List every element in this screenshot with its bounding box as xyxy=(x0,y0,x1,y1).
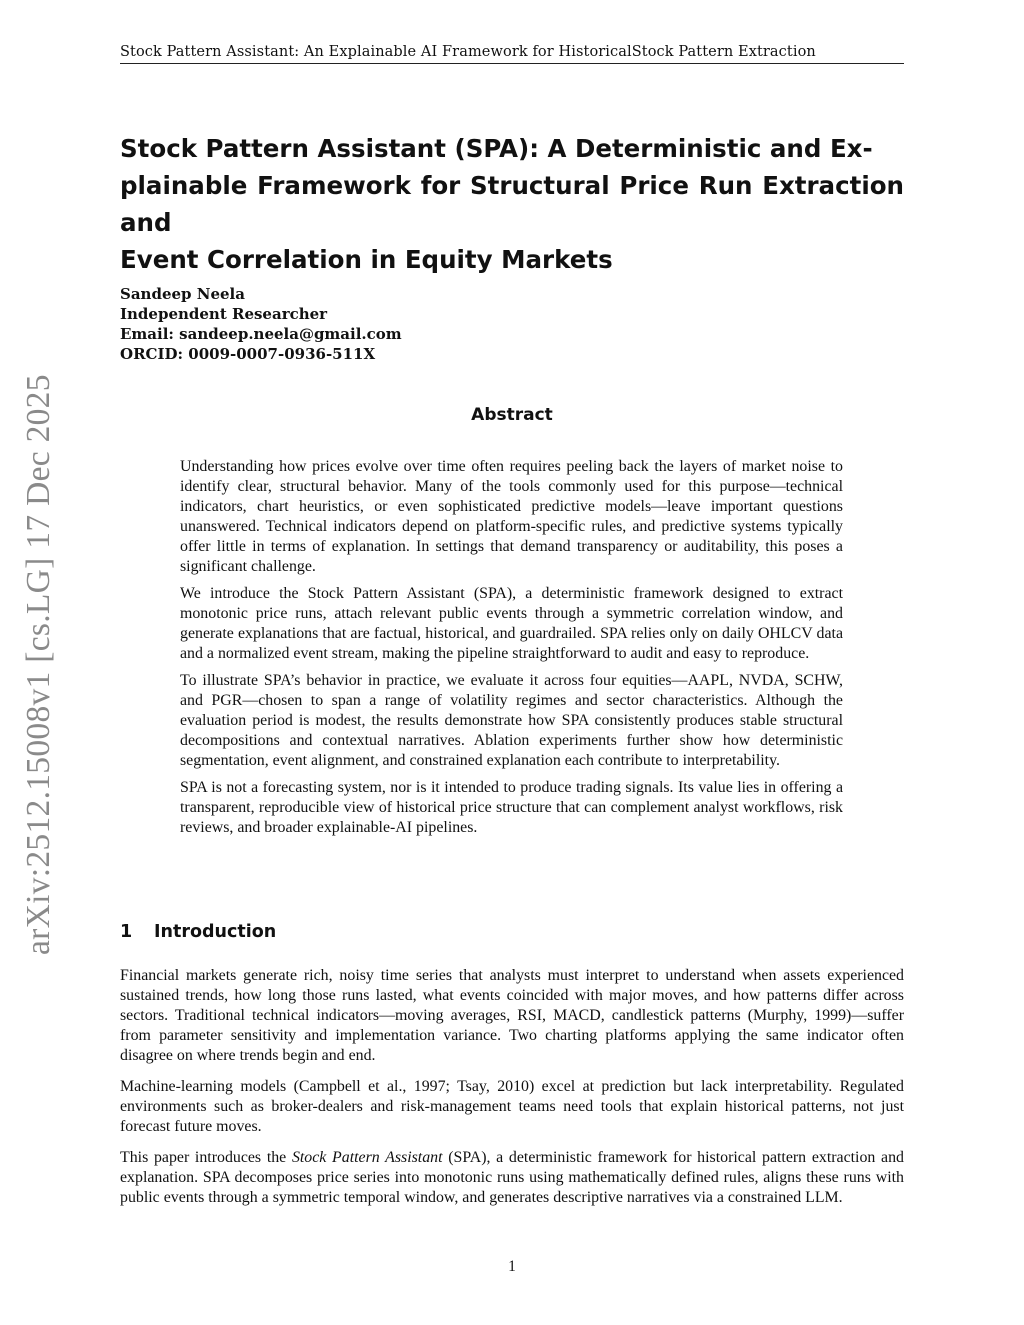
intro-text: (SPA), a deterministic framework for historical pattern extraction and explanation. SPA decomposes price series into monotonic runs using mathematically defined rules, aligns these runs with public events through a symmetric temporal window, and generates descriptive narratives via a constrained LLM. xyxy=(120,1149,904,1206)
intro-emphasis: Stock Pattern Assistant xyxy=(291,1149,443,1166)
abstract-paragraph: Understanding how prices evolve over time often requires peeling back the layers of market noise to identify clear, structural behavior. Many of the tools commonly used for this purpose—technical indicators, chart heuristics, or even sophisticated predictive models—leave important questions unanswered. Technical indicators depend on platform-specific rules, and predictive systems typically offer little in terms of explanation. In settings that demand transparency or auditability, this poses a significant challenge. xyxy=(180,458,843,575)
abstract-paragraph: SPA is not a forecasting system, nor is it intended to produce trading signals. Its value lies in offering a transparent, reproducible view of historical price structure that can complement analyst workflows, risk reviews, and broader explainable-AI pipelines. xyxy=(180,779,843,836)
author-name: Sandeep Neela xyxy=(120,285,245,303)
intro-paragraph: Financial markets generate rich, noisy time series that analysts must interpret to understand when assets experienced sustained trends, how long those runs lasted, what events coincided with major moves, and how patterns differ across sectors. Traditional technical indicators—moving averages, RSI, MACD, candlestick patterns (Murphy, 1999)—suffer from parameter sensitivity and implementation variance. Two charting platforms applying the same indicator often disagree on where trends begin and end. xyxy=(120,967,904,1064)
introduction-body xyxy=(120,966,904,1219)
section-number: 1 xyxy=(120,922,133,942)
section-heading xyxy=(120,922,276,942)
section-title: Introduction xyxy=(154,922,277,942)
intro-paragraph xyxy=(120,1148,904,1208)
intro-text: This paper introduces the xyxy=(120,1149,292,1166)
title-line: Stock Pattern Assistant (SPA): A Deterministic and Ex- xyxy=(120,134,873,163)
paper-title xyxy=(120,130,904,278)
page-number: 1 xyxy=(508,1258,516,1275)
author-orcid: ORCID: 0009-0007-0936-511X xyxy=(120,345,376,363)
arxiv-identifier: arXiv:2512.15008v1 [cs.LG] 17 Dec 2025 xyxy=(20,374,57,955)
abstract-paragraph: We introduce the Stock Pattern Assistant (SPA), a deterministic framework designed to extract monotonic price runs, attach relevant public events through a symmetric correlation window, and generate explanations that are factual, historical, and guardrailed. SPA relies only on daily OHLCV data and a normalized event stream, making the pipeline straightforward to audit and easy to reproduce. xyxy=(180,585,843,662)
author-email: Email: sandeep.neela@gmail.com xyxy=(120,325,402,343)
title-line: plainable Framework for Structural Price Run Extraction and xyxy=(120,171,904,237)
abstract-paragraph: To illustrate SPA’s behavior in practice, we evaluate it across four equities—AAPL, NVDA, SCHW, and PGR—chosen to span a range of volatility regimes and sector characteristics. Although the evaluation period is modest, the results demonstrate how SPA consistently produces stable structural decompositions and contextual narratives. Ablation experiments further show how deterministic segmentation, event alignment, and constrained explanation each contribute to interpretability. xyxy=(180,672,843,769)
intro-paragraph: Machine-learning models (Campbell et al., 1997; Tsay, 2010) excel at prediction but lack interpretability. Regulated environments such as broker-dealers and risk-management teams need tools that explain historical patterns, not just forecast future moves. xyxy=(120,1078,904,1135)
abstract-body xyxy=(180,457,843,845)
title-line: Event Correlation in Equity Markets xyxy=(120,245,613,274)
author-block xyxy=(120,284,402,364)
running-head: Stock Pattern Assistant: An Explainable AI Framework for HistoricalStock Pattern Extraction xyxy=(120,44,904,64)
abstract-heading: Abstract xyxy=(471,405,553,425)
author-affiliation: Independent Researcher xyxy=(120,305,328,323)
